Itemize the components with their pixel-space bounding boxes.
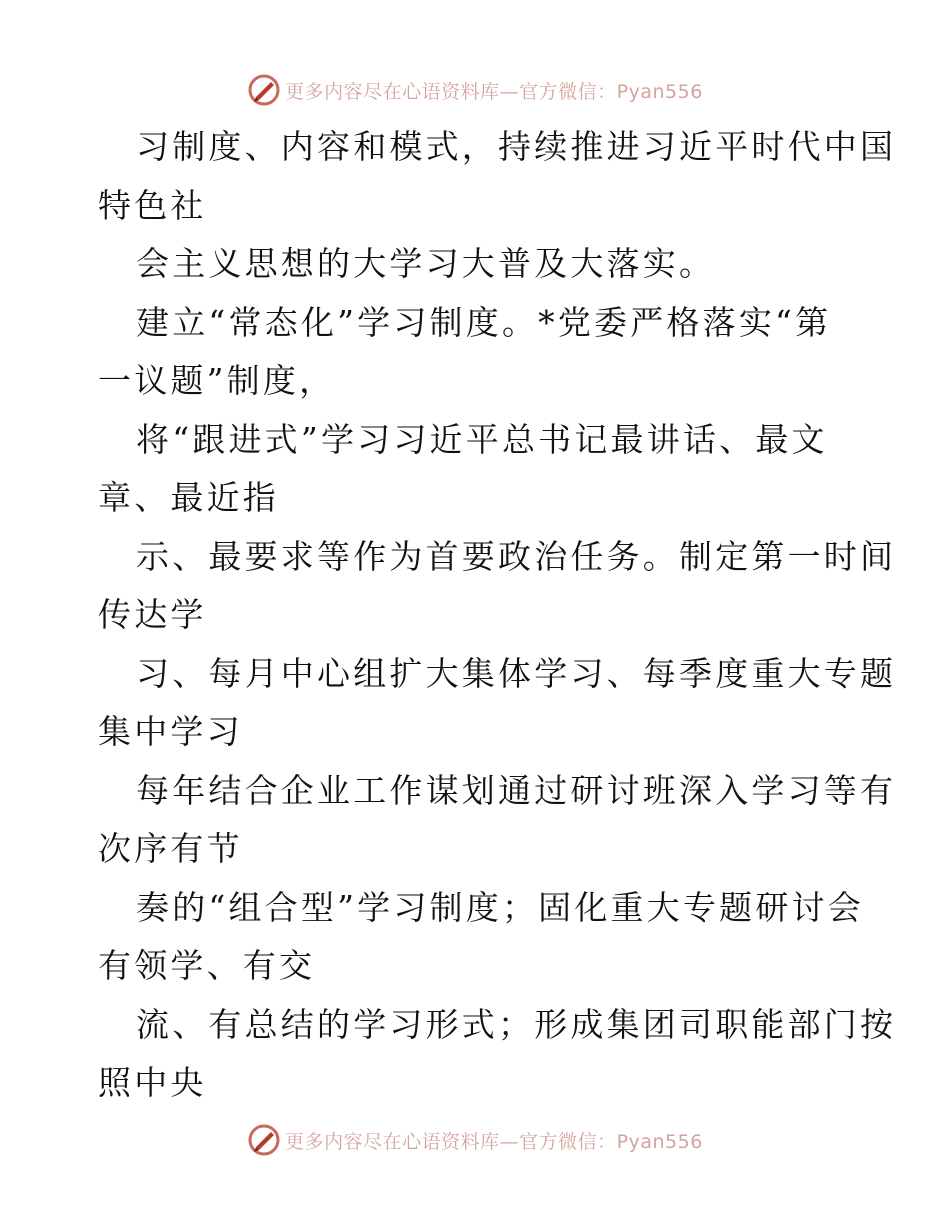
header-watermark-text: 更多内容尽在心语资料库—官方微信：Pyan556 <box>285 80 703 103</box>
paragraph-9: 流、有总结的学习形式；形成集团司职能部门按 照中央 <box>98 1004 897 1102</box>
pen-logo-icon <box>247 73 281 107</box>
pen-logo-icon <box>247 1123 281 1157</box>
header-watermark-id: Pyan556 <box>616 80 703 103</box>
paragraph-7: 每年结合企业工作谋划通过研讨班深入学习等有 次序有节 <box>98 770 897 868</box>
paragraph-8: 奏的“组合型”学习制度；固化重大专题研讨会 有领学、有交 <box>98 887 864 985</box>
header-watermark <box>0 68 950 112</box>
footer-watermark-id: Pyan556 <box>616 1130 703 1153</box>
paragraph-1: 习制度、内容和模式，持续推进习近平时代中国 特色社 <box>98 127 897 225</box>
paragraph-6: 习、每月中心组扩大集体学习、每季度重大专题 集中学习 <box>98 653 897 751</box>
footer-watermark-text: 更多内容尽在心语资料库—官方微信：Pyan556 <box>285 1130 703 1153</box>
footer-watermark <box>0 1118 950 1162</box>
document-body <box>98 118 897 1113</box>
paragraph-3: 建立“常态化”学习制度。*党委严格落实“第 一议题”制度， <box>98 302 832 400</box>
paragraph-4: 将“跟进式”学习习近平总书记最讲话、最文 章、最近指 <box>98 419 828 517</box>
paragraph-5: 示、最要求等作为首要政治任务。制定第一时间 传达学 <box>98 536 897 634</box>
paragraph-2: 会主义思想的大学习大普及大落实。 <box>136 244 716 283</box>
